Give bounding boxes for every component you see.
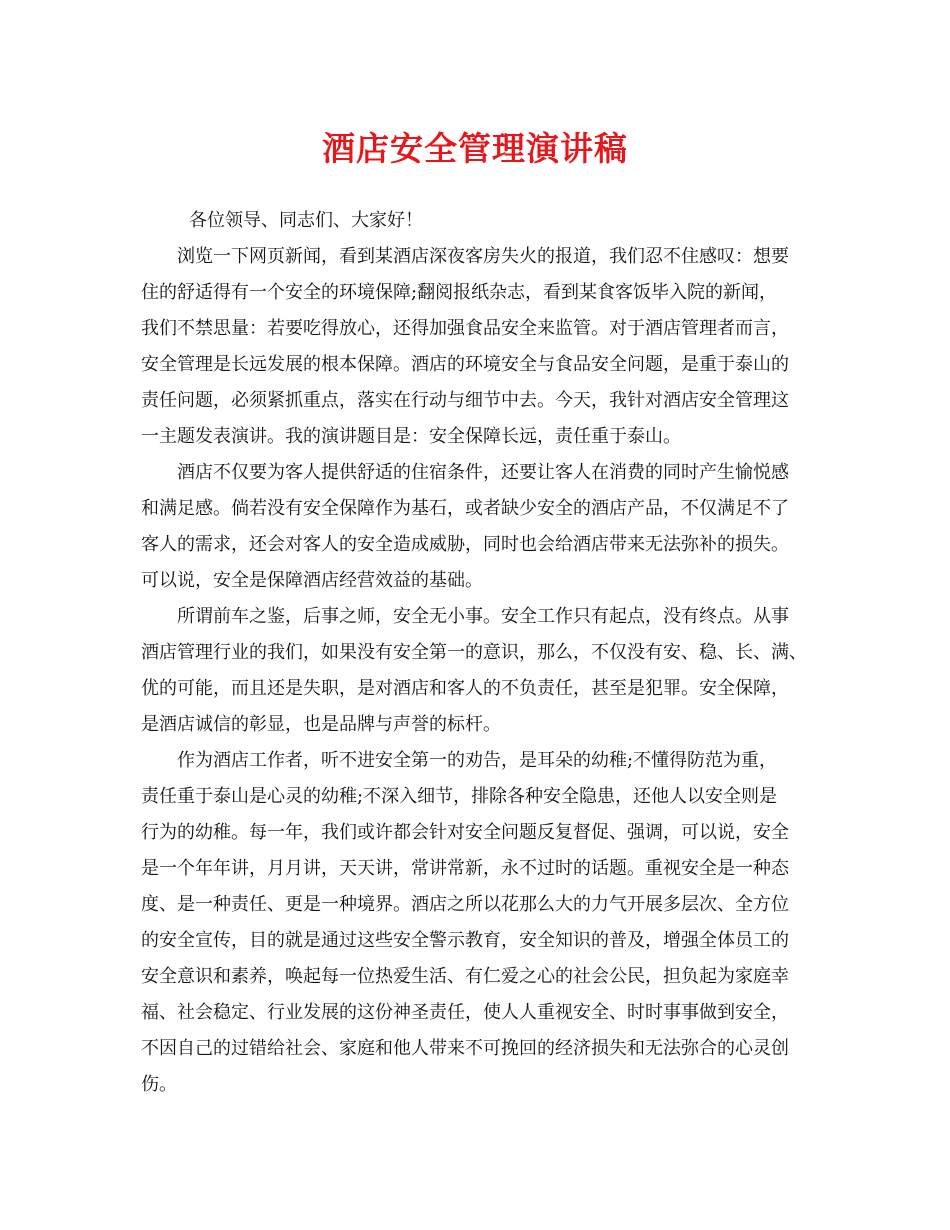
paragraph-4-line-5: 度、是一种责任、更是一种境界。酒店之所以花那么大的力气开展多层次、全方位 (141, 894, 789, 915)
paragraph-4-line-7: 安全意识和素养，唤起每一位热爱生活、有仁爱之心的社会公民，担负起为家庭幸 (141, 966, 789, 987)
paragraph-4-line-1: 作为酒店工作者，听不进安全第一的劝告，是耳朵的幼稚;不懂得防范为重， (177, 750, 778, 771)
paragraph-3-line-3: 优的可能，而且还是失职，是对酒店和客人的不负责任，甚至是犯罪。安全保障， (141, 678, 789, 699)
document-body (141, 203, 831, 1103)
paragraph-4-line-10: 伤。 (141, 1074, 177, 1095)
paragraph-1-line-5: 责任问题，必须紧抓重点，落实在行动与细节中去。今天，我针对酒店安全管理这 (141, 390, 789, 411)
paragraph-2-line-2: 和满足感。倘若没有安全保障作为基石，或者缺少安全的酒店产品，不仅满足不了 (141, 498, 789, 519)
paragraph-4-line-6: 的安全宣传，目的就是通过这些安全警示教育，安全知识的普及，增强全体员工的 (141, 930, 789, 951)
document-title: 酒店安全管理演讲稿 (322, 129, 628, 168)
paragraph-1-line-2: 住的舒适得有一个安全的环境保障;翻阅报纸杂志，看到某食客饭毕入院的新闻， (141, 282, 778, 303)
paragraph-1-line-4: 安全管理是长远发展的根本保障。酒店的环境安全与食品安全问题，是重于泰山的 (141, 354, 789, 375)
paragraph-2-line-4: 可以说，安全是保障酒店经营效益的基础。 (141, 570, 483, 591)
greeting-line: 各位领导、同志们、大家好！ (189, 210, 423, 231)
paragraph-4-line-2: 责任重于泰山是心灵的幼稚;不深入细节，排除各种安全隐患，还他人以安全则是 (141, 786, 778, 807)
paragraph-3-line-1: 所谓前车之鉴，后事之师，安全无小事。安全工作只有起点，没有终点。从事 (177, 606, 789, 627)
paragraph-1-line-1: 浏览一下网页新闻，看到某酒店深夜客房失火的报道，我们忍不住感叹：想要 (177, 246, 789, 267)
paragraph-4-line-8: 福、社会稳定、行业发展的这份神圣责任，使人人重视安全、时时事事做到安全， (141, 1002, 789, 1023)
paragraph-2-line-3: 客人的需求，还会对客人的安全造成威胁，同时也会给酒店带来无法弥补的损失。 (141, 534, 789, 555)
paragraph-1-line-3: 我们不禁思量：若要吃得放心，还得加强食品安全来监管。对于酒店管理者而言， (141, 318, 789, 339)
paragraph-1-line-6: 一主题发表演讲。我的演讲题目是：安全保障长远，责任重于泰山。 (141, 426, 681, 447)
paragraph-4-line-4: 是一个年年讲，月月讲，天天讲，常讲常新，永不过时的话题。重视安全是一种态 (141, 858, 789, 879)
paragraph-2-line-1: 酒店不仅要为客人提供舒适的住宿条件，还要让客人在消费的同时产生愉悦感 (177, 462, 789, 483)
paragraph-3-line-4: 是酒店诚信的彰显，也是品牌与声誉的标杆。 (141, 714, 501, 735)
paragraph-4-line-3: 行为的幼稚。每一年，我们或许都会针对安全问题反复督促、强调，可以说，安全 (141, 822, 789, 843)
paragraph-4-line-9: 不因自己的过错给社会、家庭和他人带来不可挽回的经济损失和无法弥合的心灵创 (141, 1038, 789, 1059)
paragraph-3-line-2: 酒店管理行业的我们，如果没有安全第一的意识，那么，不仅没有安、稳、长、满、 (141, 642, 807, 663)
